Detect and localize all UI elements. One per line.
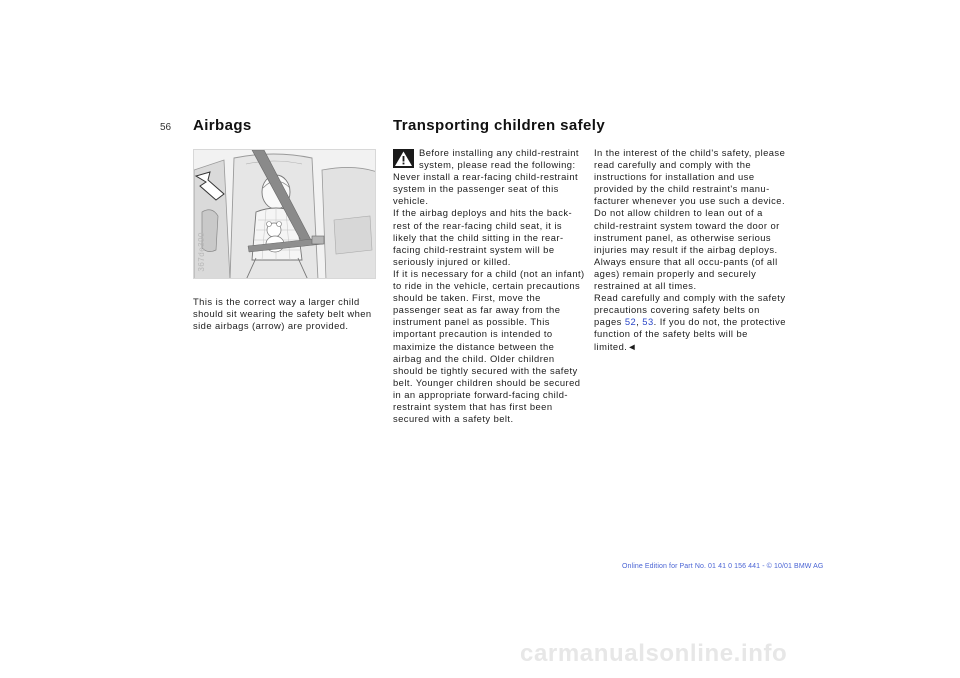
watermark: carmanualsonline.info (520, 640, 788, 667)
safety-belts-text-end: . If you do not, the protective function of the safety belts will be limited. (594, 316, 786, 352)
paragraph-never-install: Never install a rear-facing child-restraint system in the passenger seat of this vehicle. (393, 171, 579, 207)
safety-belts-text-start: Read carefully and comply with the safety precautions covering safety belts on pages (594, 292, 786, 328)
footer-edition-note: Online Edition for Part No. 01 41 0 156 441 - © 10/01 BMW AG (622, 563, 824, 570)
page-link-53[interactable]: 53 (642, 316, 654, 328)
paragraph-lean-out: Do not allow children to lean out of a child-restraint system toward the door or instrument panel, as otherwise serious injuries may result if the airbag deploys. Always ensure that all occu-pants (of all ages) remain properly and securely restrained at all times. (594, 207, 780, 292)
page-number: 56 (160, 122, 172, 133)
warning-triangle-icon (393, 149, 414, 168)
paragraph-intro: Before installing any child-restraint system, please read the following: (419, 147, 579, 171)
paragraph-airbag-risk: If the airbag deploys and hits the back-rest of the rear-facing child seat, it is likely that the child sitting in the rear-facing child-restraint system will be seriously injured or killed. (393, 207, 573, 267)
end-mark-icon: ◄ (627, 340, 638, 352)
section-title-airbags: Airbags (193, 117, 252, 134)
paragraph-safety-belts (594, 292, 790, 352)
column-middle (393, 147, 585, 425)
figure-caption: This is the correct way a larger child should sit wearing the safety belt when side airbags (arrow) are provided. (193, 296, 372, 332)
paragraph-precautions: If it is necessary for a child (not an infant) to ride in the vehicle, certain precautions should be taken. First, move the passenger seat as far away from the instrument panel as possible. This important precaution is intended to maximize the distance between the airbag and the child. Older children should be tightly secured with the safety belt. Younger children should be secured in an appropriate forward-facing child-restraint system that has first been secured with a safety belt. (393, 267, 585, 425)
paragraph-child-safety: In the interest of the child's safety, please read carefully and comply with the instructions for installation and use provided by the child restraint's manu-facturer whenever you use such a device. (594, 147, 786, 207)
link-separator: , (636, 316, 643, 328)
child-in-seat-drawing (194, 150, 376, 279)
child-seat-illustration (193, 149, 376, 279)
figure-code: 367de390 (197, 232, 206, 272)
page-link-52[interactable]: 52 (624, 316, 637, 328)
column-right (594, 147, 790, 353)
section-title-transporting-children: Transporting children safely (393, 117, 606, 134)
